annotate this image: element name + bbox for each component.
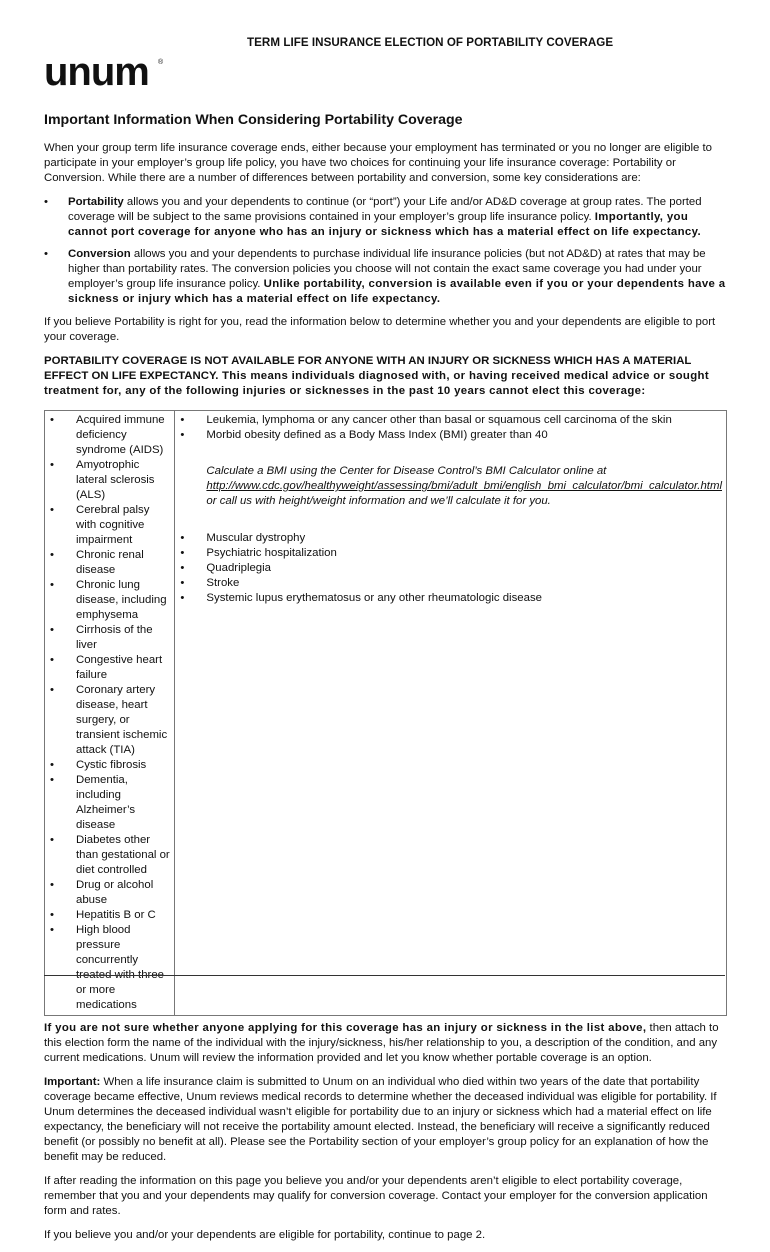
logo-wordmark: unum bbox=[44, 52, 149, 92]
portability-warning-paragraph bbox=[44, 354, 727, 399]
condition-item: • Stroke bbox=[179, 576, 722, 591]
not-sure-bold: If you are not sure whether anyone applying for this coverage has an injury or sickness in the list above, bbox=[44, 1022, 647, 1034]
condition-item: • High blood pressure concurrently treated with three or more medications bbox=[49, 923, 170, 1013]
conditions-table bbox=[44, 410, 727, 1016]
important-label: Important: bbox=[44, 1076, 101, 1088]
conversion-note: Unlike portability, conversion is available even if you or your dependents have a sickness or injury which has a material effect on life expectancy. bbox=[68, 278, 726, 305]
condition-item: • Diabetes other than gestational or diet controlled bbox=[49, 833, 170, 878]
continue-note: If you believe you and/or your dependents are eligible for portability, continue to page 2. bbox=[44, 1229, 486, 1241]
if-believe-paragraph: If you believe Portability is right for you, read the information below to determine whether you and your dependents are eligible to port your coverage. bbox=[44, 316, 716, 343]
condition-item: • Congestive heart failure bbox=[49, 653, 170, 683]
not-sure-paragraph bbox=[44, 1021, 727, 1066]
condition-item: • Quadriplegia bbox=[179, 561, 722, 576]
cdc-bmi-calculator-link[interactable]: http://www.cdc.gov/healthyweight/assessing/bmi/adult_bmi/english_bmi_calculator/bmi_calculator.html bbox=[206, 480, 722, 492]
conversion-term: Conversion bbox=[68, 248, 131, 260]
condition-item: • Dementia, including Alzheimer’s disease bbox=[49, 773, 170, 833]
condition-item: • Coronary artery disease, heart surgery, or transient ischemic attack (TIA) bbox=[49, 683, 170, 758]
after-reading-paragraph: If after reading the information on this page you believe you and/or your dependents aren’t eligible to elect portability coverage, remember that you and your dependents may qualify for conversion coverage. Contact your employer for the conversion application form and rates. bbox=[44, 1175, 708, 1217]
warning-rest: This means individuals diagnosed with, or having received medical advice or sought treatment for, any of the following injuries or sicknesses in the past 10 years cannot elect this coverage: bbox=[44, 370, 709, 397]
condition-item: • Hepatitis B or C bbox=[49, 908, 170, 923]
condition-item: • Cerebral palsy with cognitive impairment bbox=[49, 503, 170, 548]
not-sure-text: then attach to this election form the name of the individual with the injury/sickness, his/her relationship to you, a description of the condition, and any current medications. Unum will review the information provided and let you know whether portable coverage is an option. bbox=[44, 1022, 719, 1064]
condition-item: • Chronic lung disease, including emphysema bbox=[49, 578, 170, 623]
condition-item: • Amyotrophic lateral sclerosis (ALS) bbox=[49, 458, 170, 503]
condition-item: • Cystic fibrosis bbox=[49, 758, 170, 773]
condition-item: • Systemic lupus erythematosus or any other rheumatologic disease bbox=[179, 591, 722, 606]
condition-item: • Chronic renal disease bbox=[49, 548, 170, 578]
unum-logo bbox=[44, 52, 169, 92]
section-title: Important Information When Considering Portability Coverage bbox=[44, 112, 463, 128]
condition-item: • Acquired immune deficiency syndrome (AIDS) bbox=[49, 413, 170, 458]
conversion-text: allows you and your dependents to purchase individual life insurance policies (but not AD&D) at rates that may be higher than portability rates. The conversion policies you choose will not contain the exact same coverage you had under your employer’s group life insurance policy. bbox=[68, 248, 706, 290]
conditions-left-column bbox=[45, 411, 175, 1016]
condition-item: • Leukemia, lymphoma or any cancer other than basal or squamous cell carcinoma of the skin bbox=[179, 413, 722, 428]
portability-point bbox=[44, 195, 727, 240]
key-considerations-list bbox=[44, 195, 727, 307]
portability-term: Portability bbox=[68, 196, 124, 208]
condition-item: • Drug or alcohol abuse bbox=[49, 878, 170, 908]
portability-text: allows you and your dependents to continue (or “port”) your Life and/or AD&D coverage at group rates. The ported coverage will be subject to the same provisions contained in your employer’s group life insurance policy. bbox=[68, 196, 702, 223]
logo-registered-mark: ® bbox=[158, 59, 164, 66]
condition-item: • Psychiatric hospitalization bbox=[179, 546, 722, 561]
condition-item: • Cirrhosis of the liver bbox=[49, 623, 170, 653]
conditions-right-column bbox=[175, 411, 727, 1016]
footer-divider bbox=[44, 975, 725, 976]
condition-item: • Muscular dystrophy bbox=[179, 531, 722, 546]
content bbox=[44, 111, 727, 1252]
warning-caps: PORTABILITY COVERAGE IS NOT AVAILABLE FOR ANYONE WITH AN INJURY OR SICKNESS WHICH HAS A MATERIAL EFFECT ON LIFE EXPECTANCY. bbox=[44, 355, 692, 382]
form-title: TERM LIFE INSURANCE ELECTION OF PORTABILITY COVERAGE bbox=[247, 36, 614, 49]
bmi-note-after: or call us with height/weight information and we’ll calculate it for you. bbox=[206, 495, 551, 507]
conversion-point bbox=[44, 247, 727, 307]
important-paragraph bbox=[44, 1075, 727, 1165]
portability-warning: Importantly, you cannot port coverage for anyone who has an injury or sickness which has a material effect on life expectancy. bbox=[68, 211, 701, 238]
condition-item: • Morbid obesity defined as a Body Mass Index (BMI) greater than 40 bbox=[179, 428, 722, 443]
bmi-note-before: Calculate a BMI using the Center for Disease Control’s BMI Calculator online at bbox=[206, 465, 607, 477]
intro-paragraph: When your group term life insurance coverage ends, either because your employment has terminated or you no longer are eligible to participate in your employer’s group life policy, you have two choices for continuing your life insurance coverage: Portability or Conversion. While there are a number of differences between portability and conversion, some key considerations are: bbox=[44, 142, 712, 184]
bmi-calculator-note bbox=[206, 464, 722, 509]
important-text: When a life insurance claim is submitted to Unum on an individual who died within two years of the date that portability coverage became effective, Unum reviews medical records to determine whether the deceased individual was eligible for portability. If Unum determines the deceased individual wasn’t eligible for portability due to an injury or sickness which had a material effect on life expectancy, the beneficiary will not receive the portability amount elected. Instead, the beneficiary will receive a significantly reduced benefit (or possibly no benefit at all). Please see the Portability section of your employer’s group policy for an explanation of how the benefit may be reduced. bbox=[44, 1076, 717, 1163]
